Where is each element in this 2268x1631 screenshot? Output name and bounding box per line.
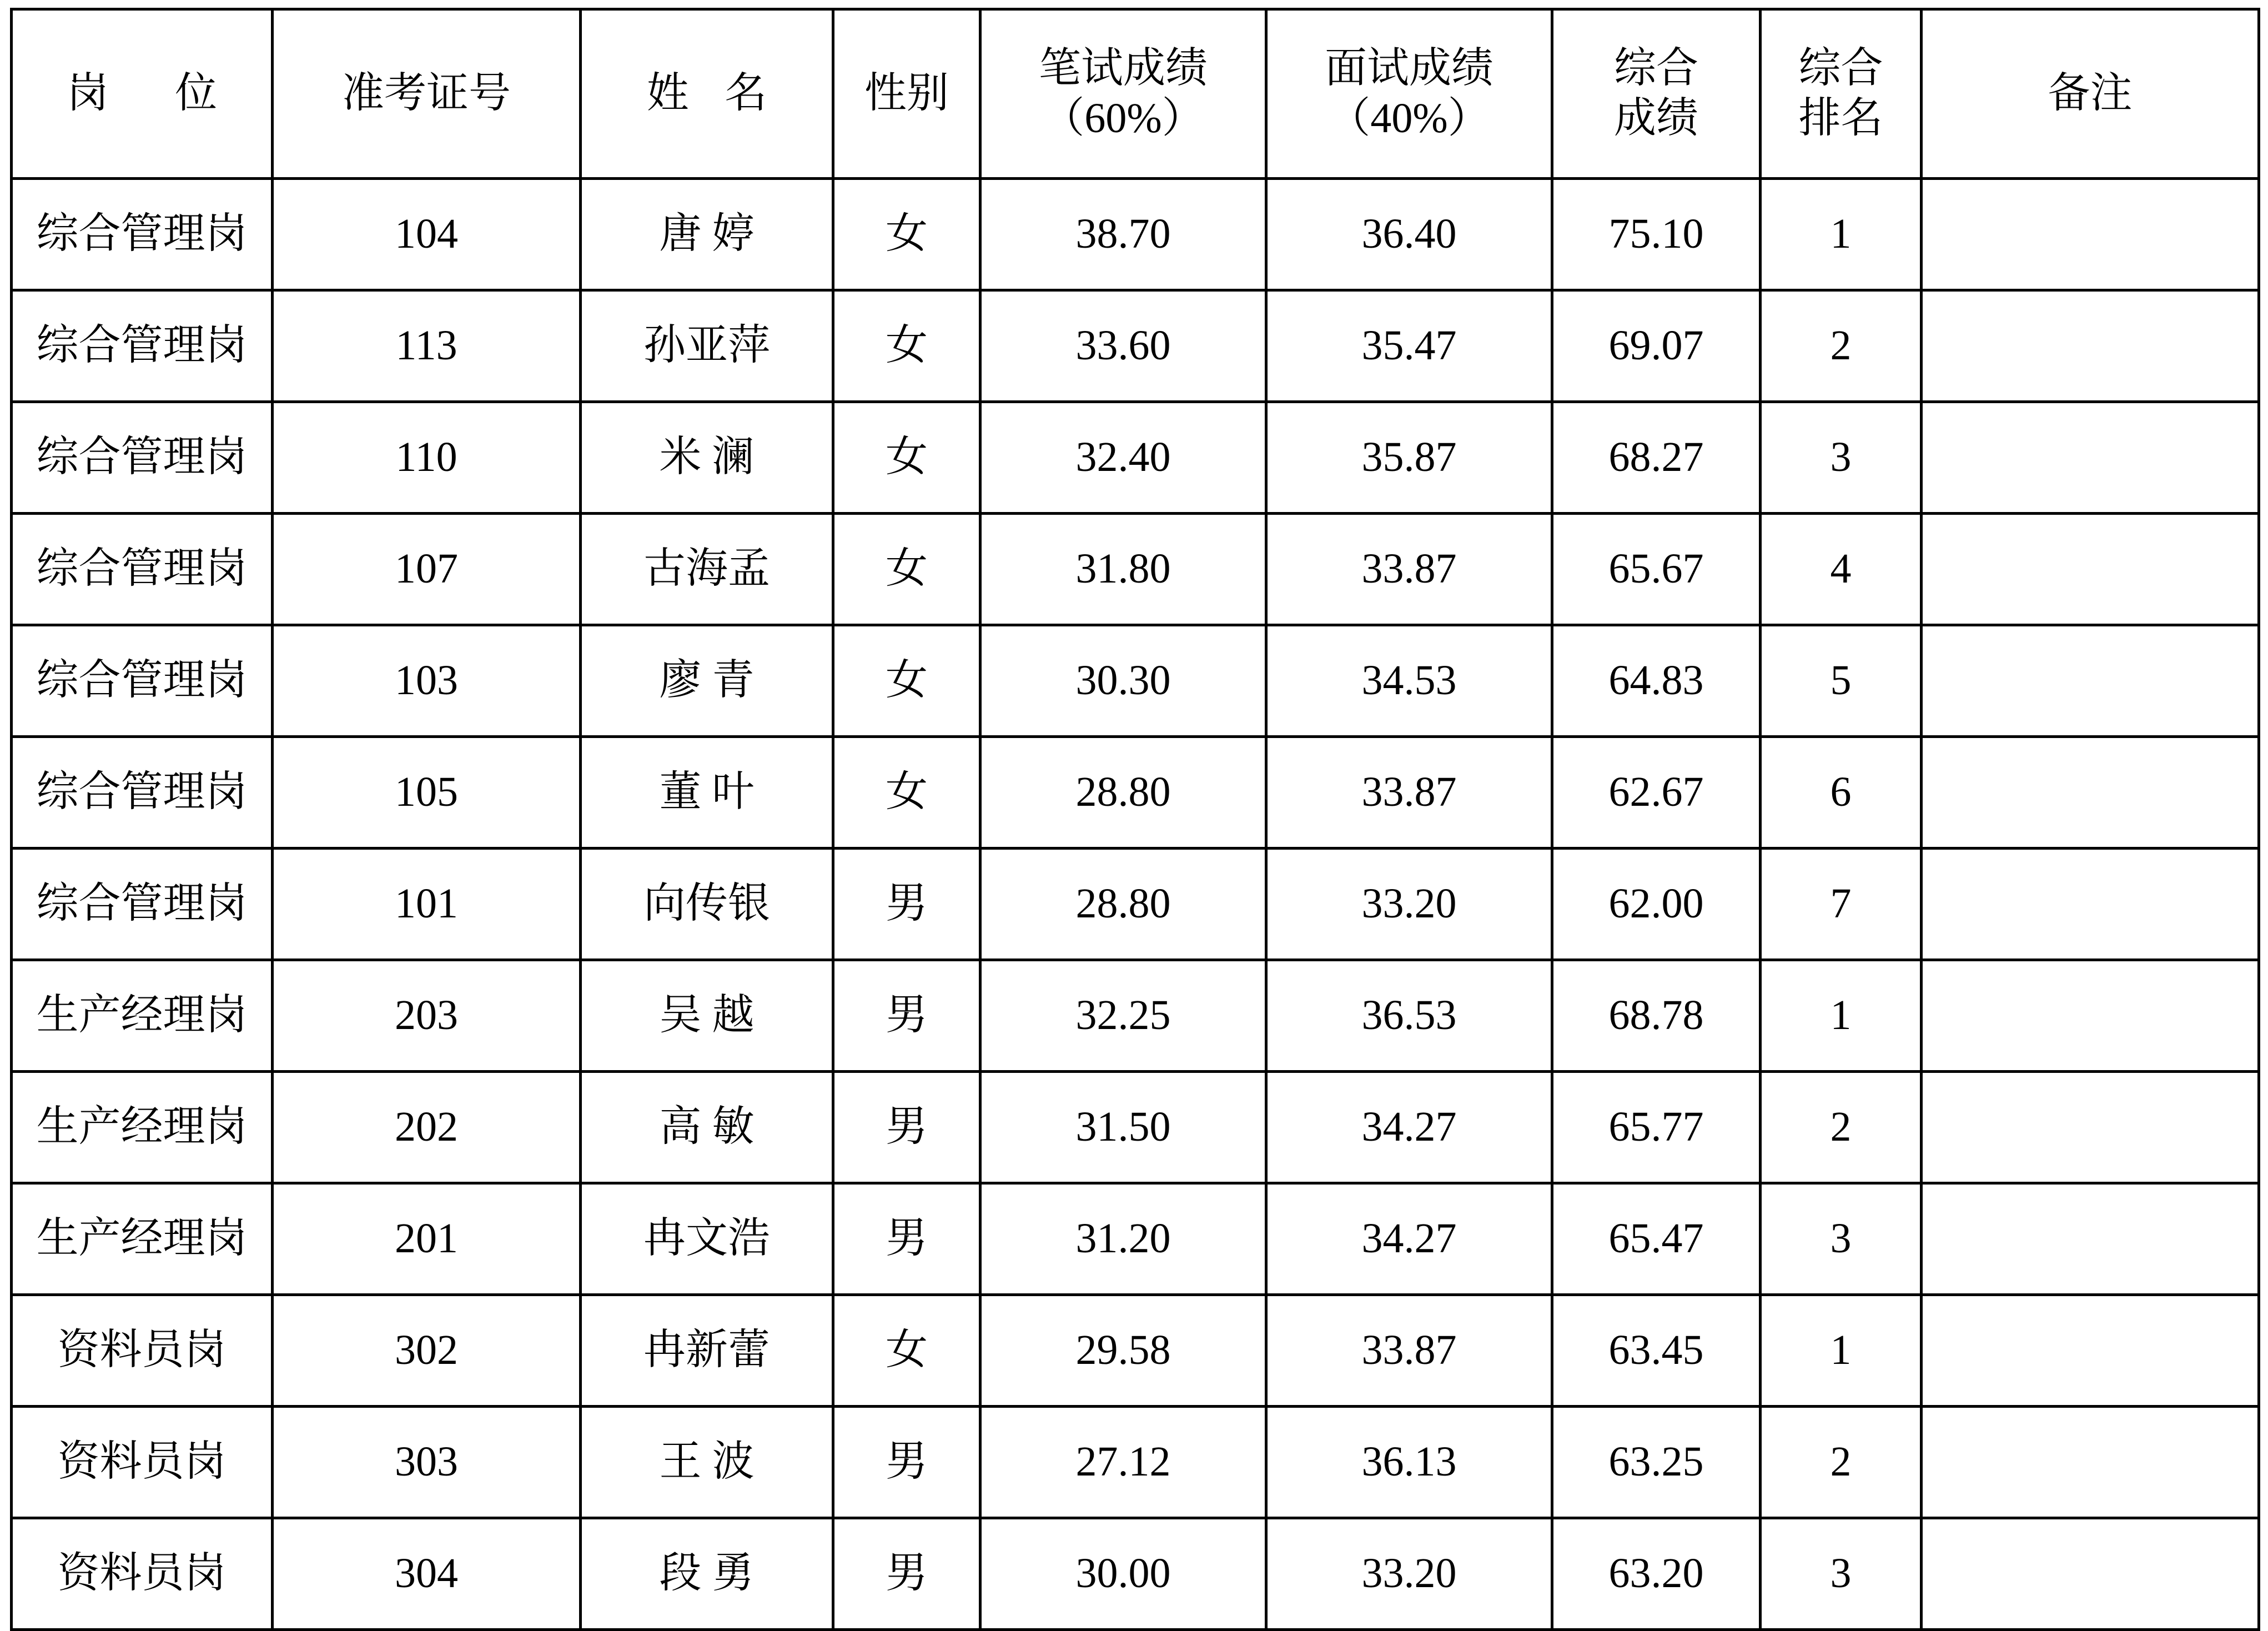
cell-ticket: 203 [273, 960, 581, 1072]
cell-post: 生产经理岗 [12, 1183, 273, 1295]
cell-interview: 35.47 [1266, 290, 1552, 402]
cell-post: 资料员岗 [12, 1295, 273, 1407]
cell-ticket: 302 [273, 1295, 581, 1407]
cell-ticket: 105 [273, 737, 581, 849]
cell-total: 65.77 [1552, 1072, 1761, 1183]
cell-written: 33.60 [980, 290, 1266, 402]
table-row [12, 1295, 2259, 1407]
cell-rank: 2 [1761, 1072, 1922, 1183]
table-row [12, 514, 2259, 625]
cell-rank: 5 [1761, 625, 1922, 737]
table-row [12, 1407, 2259, 1518]
cell-interview: 36.53 [1266, 960, 1552, 1072]
cell-gender: 男 [833, 849, 980, 960]
cell-gender: 男 [833, 1407, 980, 1518]
cell-rank: 7 [1761, 849, 1922, 960]
cell-ticket: 107 [273, 514, 581, 625]
cell-interview: 34.27 [1266, 1183, 1552, 1295]
cell-interview: 34.27 [1266, 1072, 1552, 1183]
cell-remark [1922, 402, 2259, 514]
score-table [10, 8, 2260, 1631]
cell-remark [1922, 290, 2259, 402]
cell-remark [1922, 179, 2259, 290]
cell-gender: 男 [833, 1072, 980, 1183]
cell-gender: 男 [833, 1183, 980, 1295]
cell-name: 高 敏 [581, 1072, 833, 1183]
table-row [12, 402, 2259, 514]
cell-written: 28.80 [980, 737, 1266, 849]
cell-interview: 35.87 [1266, 402, 1552, 514]
cell-total: 65.67 [1552, 514, 1761, 625]
cell-name: 米 澜 [581, 402, 833, 514]
cell-post: 综合管理岗 [12, 849, 273, 960]
cell-name: 王 波 [581, 1407, 833, 1518]
table-row [12, 1518, 2259, 1630]
column-header-name: 姓 名 [581, 9, 833, 179]
cell-written: 31.50 [980, 1072, 1266, 1183]
cell-written: 38.70 [980, 179, 1266, 290]
table-row [12, 179, 2259, 290]
cell-name: 向传银 [581, 849, 833, 960]
cell-gender: 女 [833, 514, 980, 625]
cell-written: 30.00 [980, 1518, 1266, 1630]
table-body [12, 179, 2259, 1630]
column-header-post: 岗 位 [12, 9, 273, 179]
table-row [12, 960, 2259, 1072]
cell-name: 冉新蕾 [581, 1295, 833, 1407]
cell-interview: 33.87 [1266, 514, 1552, 625]
column-header-ticket: 准考证号 [273, 9, 581, 179]
cell-ticket: 104 [273, 179, 581, 290]
cell-rank: 6 [1761, 737, 1922, 849]
cell-post: 综合管理岗 [12, 290, 273, 402]
cell-post: 综合管理岗 [12, 514, 273, 625]
cell-remark [1922, 1407, 2259, 1518]
cell-rank: 3 [1761, 1183, 1922, 1295]
cell-remark [1922, 849, 2259, 960]
table-header [12, 9, 2259, 179]
column-header-written: 笔试成绩 （60%） [980, 9, 1266, 179]
cell-remark [1922, 1518, 2259, 1630]
table-row [12, 625, 2259, 737]
cell-name: 唐 婷 [581, 179, 833, 290]
cell-total: 63.20 [1552, 1518, 1761, 1630]
cell-rank: 2 [1761, 290, 1922, 402]
cell-total: 63.25 [1552, 1407, 1761, 1518]
cell-name: 廖 青 [581, 625, 833, 737]
cell-gender: 女 [833, 625, 980, 737]
cell-total: 62.67 [1552, 737, 1761, 849]
cell-interview: 33.20 [1266, 849, 1552, 960]
cell-interview: 33.87 [1266, 1295, 1552, 1407]
cell-ticket: 303 [273, 1407, 581, 1518]
cell-post: 综合管理岗 [12, 625, 273, 737]
table-row [12, 1183, 2259, 1295]
cell-ticket: 103 [273, 625, 581, 737]
cell-total: 68.27 [1552, 402, 1761, 514]
cell-written: 28.80 [980, 849, 1266, 960]
cell-rank: 1 [1761, 960, 1922, 1072]
cell-interview: 33.20 [1266, 1518, 1552, 1630]
cell-total: 62.00 [1552, 849, 1761, 960]
cell-interview: 34.53 [1266, 625, 1552, 737]
cell-ticket: 304 [273, 1518, 581, 1630]
cell-written: 31.80 [980, 514, 1266, 625]
cell-remark [1922, 1295, 2259, 1407]
cell-rank: 1 [1761, 179, 1922, 290]
cell-post: 资料员岗 [12, 1518, 273, 1630]
column-header-gender: 性别 [833, 9, 980, 179]
cell-remark [1922, 514, 2259, 625]
cell-gender: 女 [833, 737, 980, 849]
column-header-rank: 综合 排名 [1761, 9, 1922, 179]
cell-rank: 3 [1761, 402, 1922, 514]
cell-total: 75.10 [1552, 179, 1761, 290]
table-row [12, 849, 2259, 960]
cell-name: 古海孟 [581, 514, 833, 625]
cell-interview: 33.87 [1266, 737, 1552, 849]
cell-name: 吴 越 [581, 960, 833, 1072]
cell-written: 30.30 [980, 625, 1266, 737]
cell-written: 32.40 [980, 402, 1266, 514]
cell-name: 段 勇 [581, 1518, 833, 1630]
table-row [12, 1072, 2259, 1183]
cell-total: 69.07 [1552, 290, 1761, 402]
cell-remark [1922, 625, 2259, 737]
cell-written: 27.12 [980, 1407, 1266, 1518]
cell-name: 冉文浩 [581, 1183, 833, 1295]
cell-gender: 女 [833, 290, 980, 402]
cell-remark [1922, 1072, 2259, 1183]
table-row [12, 290, 2259, 402]
cell-post: 综合管理岗 [12, 402, 273, 514]
cell-rank: 2 [1761, 1407, 1922, 1518]
cell-ticket: 101 [273, 849, 581, 960]
cell-written: 32.25 [980, 960, 1266, 1072]
cell-name: 董 叶 [581, 737, 833, 849]
cell-remark [1922, 960, 2259, 1072]
column-header-interview: 面试成绩 （40%） [1266, 9, 1552, 179]
cell-written: 31.20 [980, 1183, 1266, 1295]
cell-ticket: 201 [273, 1183, 581, 1295]
cell-rank: 3 [1761, 1518, 1922, 1630]
cell-gender: 女 [833, 402, 980, 514]
cell-gender: 女 [833, 179, 980, 290]
cell-interview: 36.40 [1266, 179, 1552, 290]
cell-remark [1922, 737, 2259, 849]
column-header-total: 综合 成绩 [1552, 9, 1761, 179]
cell-ticket: 110 [273, 402, 581, 514]
cell-ticket: 202 [273, 1072, 581, 1183]
cell-post: 生产经理岗 [12, 960, 273, 1072]
cell-gender: 男 [833, 1518, 980, 1630]
cell-interview: 36.13 [1266, 1407, 1552, 1518]
cell-post: 综合管理岗 [12, 179, 273, 290]
cell-rank: 1 [1761, 1295, 1922, 1407]
cell-remark [1922, 1183, 2259, 1295]
cell-total: 65.47 [1552, 1183, 1761, 1295]
cell-gender: 男 [833, 960, 980, 1072]
cell-written: 29.58 [980, 1295, 1266, 1407]
cell-post: 生产经理岗 [12, 1072, 273, 1183]
cell-total: 64.83 [1552, 625, 1761, 737]
cell-name: 孙亚萍 [581, 290, 833, 402]
cell-rank: 4 [1761, 514, 1922, 625]
column-header-remark: 备注 [1922, 9, 2259, 179]
cell-total: 63.45 [1552, 1295, 1761, 1407]
table-row [12, 737, 2259, 849]
table-header-row [12, 9, 2259, 179]
cell-post: 综合管理岗 [12, 737, 273, 849]
cell-post: 资料员岗 [12, 1407, 273, 1518]
cell-total: 68.78 [1552, 960, 1761, 1072]
cell-ticket: 113 [273, 290, 581, 402]
cell-gender: 女 [833, 1295, 980, 1407]
